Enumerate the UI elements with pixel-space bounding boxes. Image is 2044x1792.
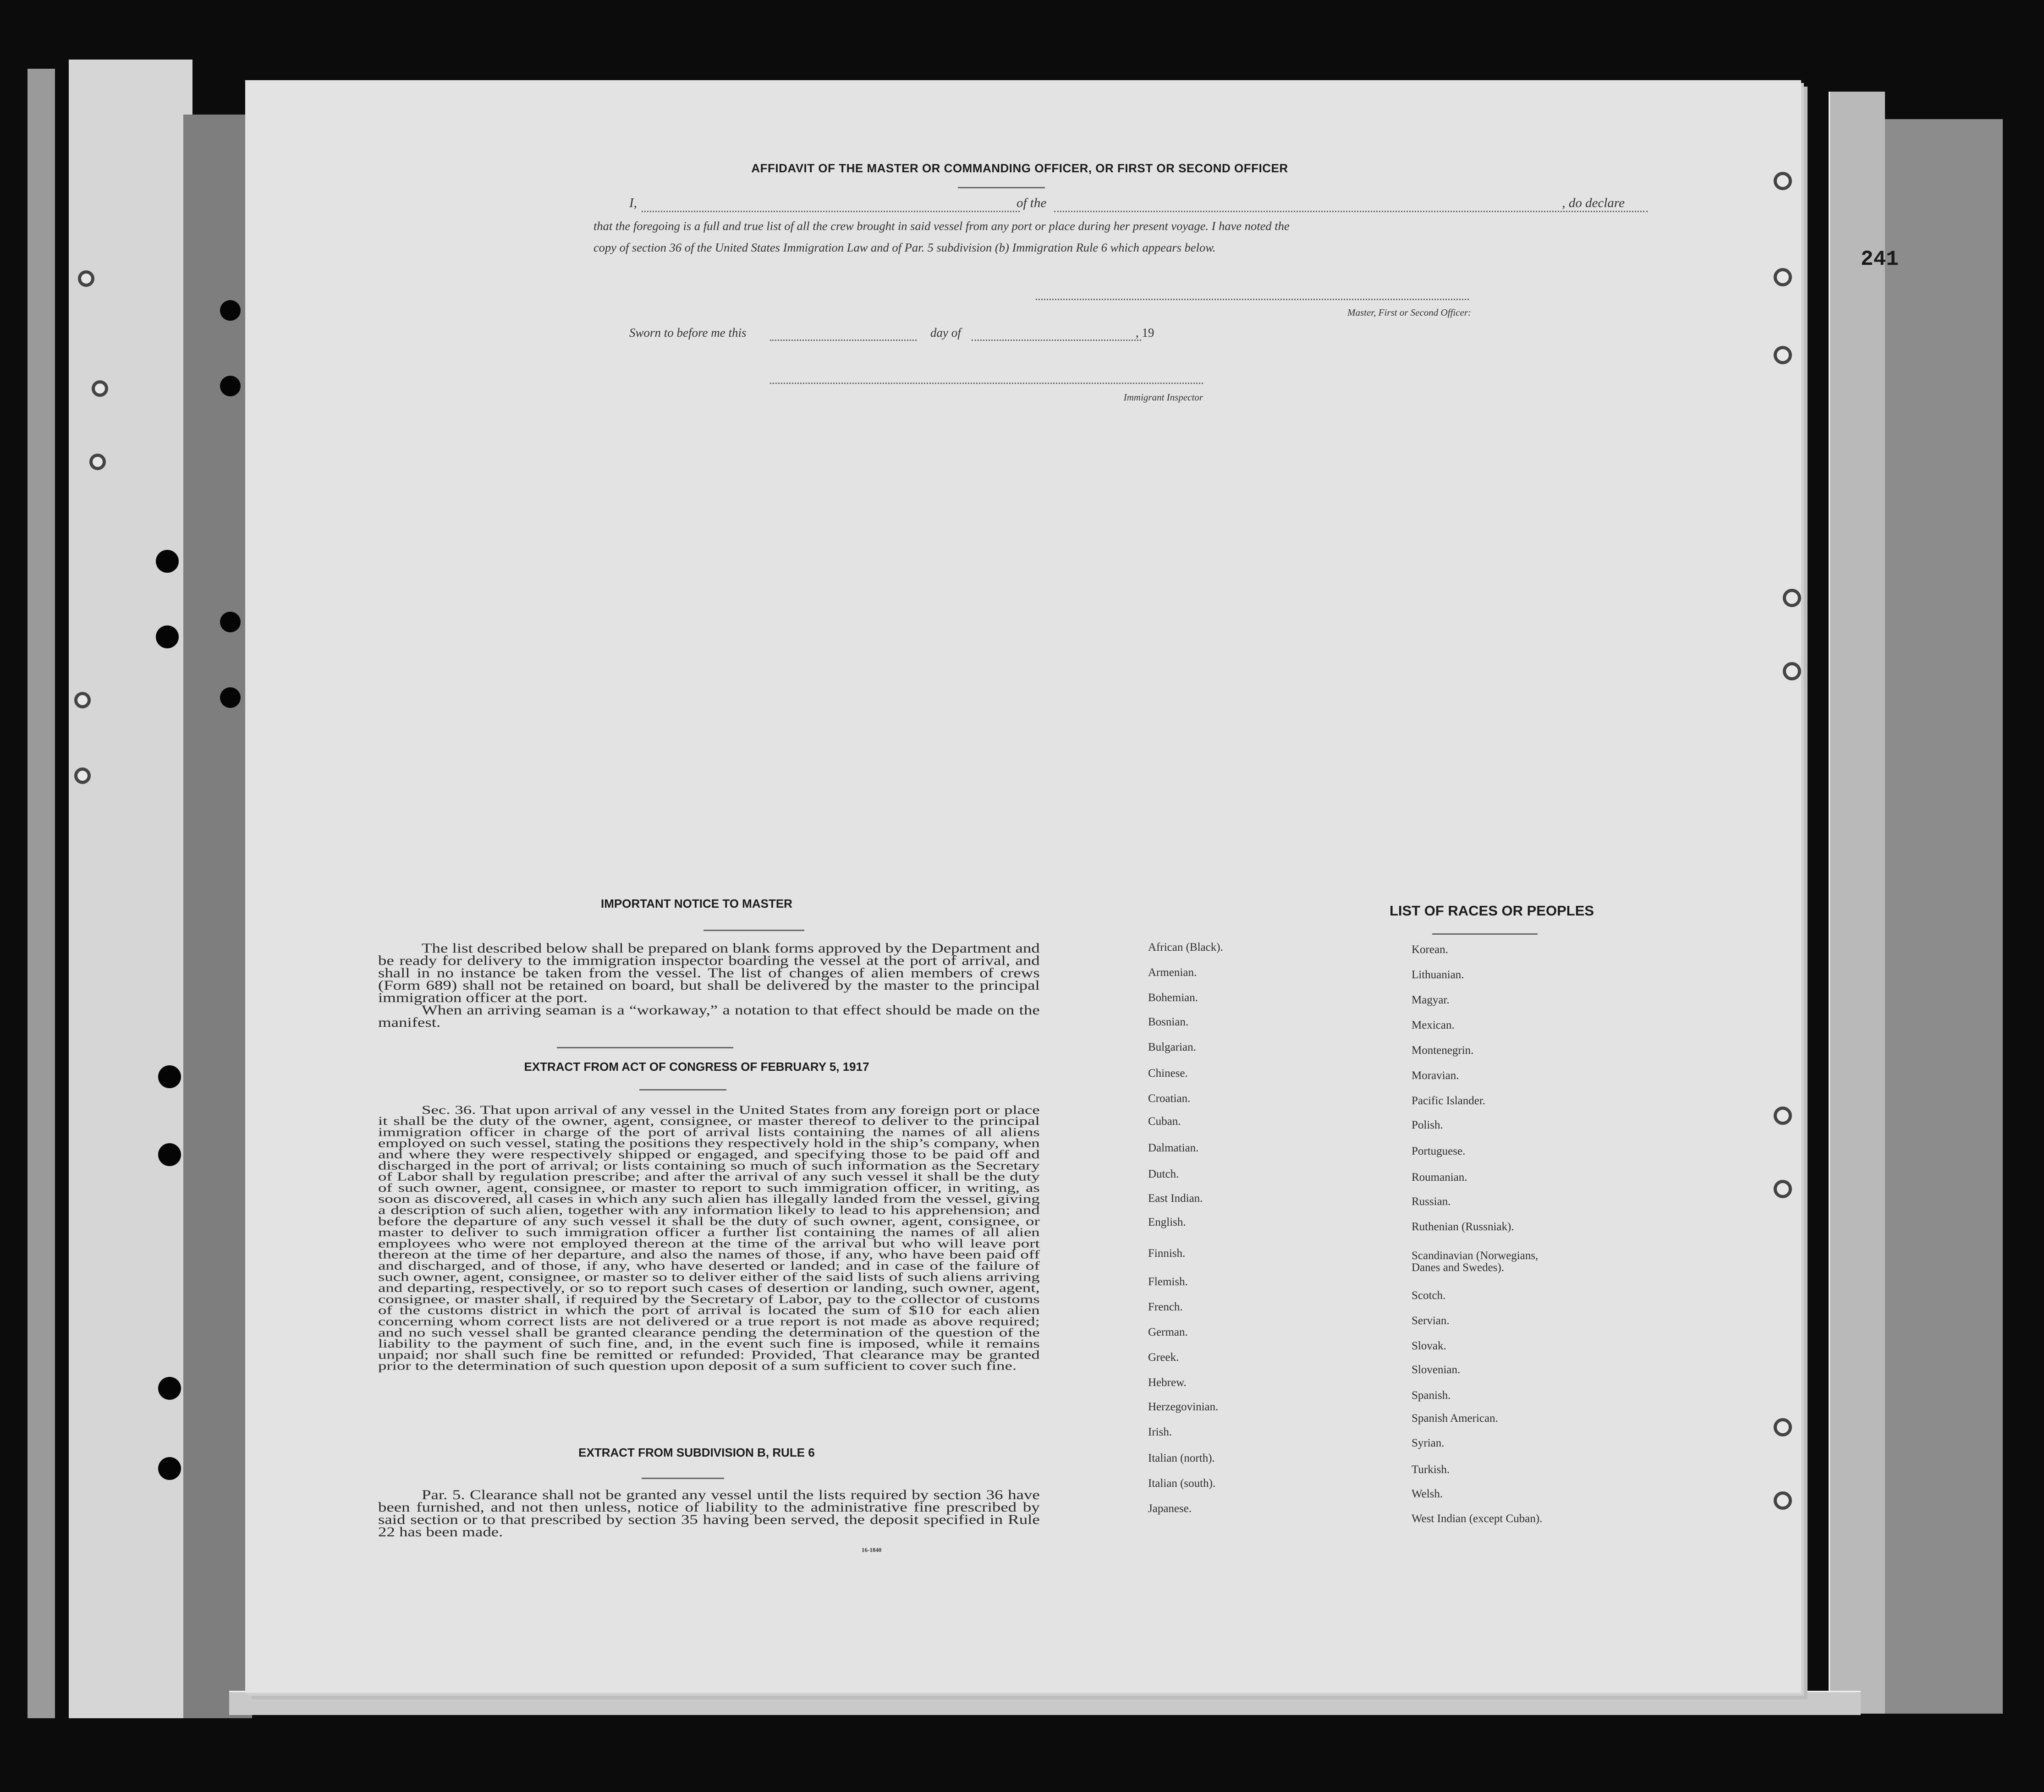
race-item: Irish.: [1148, 1426, 1172, 1438]
binder-hole-icon: [158, 1143, 181, 1166]
notice-paragraph-1: The list described below shall be prepared on blank forms approved by the Department and be ready for delivery to the immigration inspector boarding the vessel at the port of arrival, and shall in no instance be taken from the vessel. The list of changes of alien members of crews (Form 689) shall not be retained on board, but shall be delivered by the master to the principal immigration officer at the port.: [378, 941, 1040, 1005]
race-item: West Indian (except Cuban).: [1412, 1513, 1543, 1525]
notice-rule: [703, 930, 804, 931]
page-stack-bottom: [229, 1691, 1861, 1715]
act-title-rule: [639, 1089, 726, 1091]
race-item: Ruthenian (Russniak).: [1412, 1221, 1514, 1233]
day-of-label: day of: [930, 326, 961, 340]
declarant-name-field[interactable]: [642, 211, 1020, 212]
rule-title-rule: [642, 1478, 724, 1479]
race-item: Greek.: [1148, 1351, 1179, 1364]
race-item: Croatian.: [1148, 1092, 1191, 1105]
sworn-label: Sworn to before me this: [629, 326, 747, 340]
binder-hole-icon: [1774, 1180, 1792, 1198]
race-item: Turkish.: [1412, 1463, 1450, 1476]
binder-hole-icon: [156, 550, 179, 573]
race-item: Roumanian.: [1412, 1171, 1467, 1184]
binder-hole-icon: [1774, 1418, 1792, 1436]
binder-hole-icon: [1774, 346, 1792, 364]
binder-hole-icon: [89, 454, 106, 470]
stamp-number: 241: [1861, 247, 1899, 271]
title-rule: [958, 187, 1045, 188]
binder-hole-icon: [158, 1377, 181, 1400]
declaration-line-2: that the foregoing is a full and true list of all the crew brought in said vessel from any port or place during her present voyage. I have noted the: [593, 219, 1290, 233]
section-36-text: Sec. 36. That upon arrival of any vessel in the United States from any foreign port or place it shall be the duty of the owner, agent, consignee, or master thereof to deliver to the principal immigration officer in charge of the port of arrival lists containing the names of all aliens employed on such vessel, stating the positions they respectively hold in the ship’s company, when and where they were respectively shipped or engaged, and specifying those to be paid off and discharged in the port of arrival; or lists containing so much of such information as the Secretary of Labor shall by regulation prescribe; and after the arrival of any such vessel it shall be the duty of such owner, agent, consignee, or master to report to such immigration officer, in writing, as soon as discovered, all cases in which any such alien has illegally landed from the vessel, giving a description of such alien, together with any information likely to lead to his apprehension; and before the departure of any such vessel it shall be the duty of such owner, agent, consignee, or master to deliver to such immigration officer a further list containing the names of all alien employees who were not employed thereon at the time of the arrival but who will leave port thereon at the time of her departure, and also the names of those, if any, who have been paid off and discharged, and of those, if any, who have deserted or landed; and in case of the failure of such owner, agent, consignee, or master so to deliver either of the said lists of such aliens arriving and departing, respectively, or so to report such cases of desertion or landing, such owner, agent, consignee, or master shall, if required by the Secretary of Labor, pay to the collector of customs of the customs district in which the port of arrival is located the sum of $10 for each alien concerning whom correct lists are not delivered or a true report is not made as above required; and no such vessel shall be granted clearance pending the determination of the question of the liability to the payment of such fine, and, in the event such fine is imposed, while it remains unpaid; nor shall such fine be remitted or refunded: Provided, That clearance may be granted prior to the determination of such question upon deposit of a sum sufficient to cover such fine.: [378, 1103, 1040, 1373]
affidavit-title: AFFIDAVIT OF THE MASTER OR COMMANDING OFFICER, OR FIRST OR SECOND OFFICER: [751, 161, 1288, 175]
race-item: Welsh.: [1412, 1488, 1443, 1500]
binder-hole-icon: [1774, 172, 1792, 190]
binder-hole-icon: [220, 687, 241, 708]
form-number: 16-1840: [862, 1546, 882, 1553]
sworn-day-field[interactable]: [770, 340, 917, 341]
race-item: Bosnian.: [1148, 1016, 1189, 1028]
binder-hole-icon: [1783, 662, 1801, 680]
binder-hole-icon: [78, 270, 94, 287]
sworn-month-field[interactable]: [972, 340, 1141, 341]
race-item: Chinese.: [1148, 1067, 1188, 1080]
binder-hole-icon: [156, 625, 179, 648]
manifest-page: [245, 80, 1801, 1693]
race-item: Magyar.: [1412, 994, 1450, 1006]
declaration-line-3: copy of section 36 of the United States Immigration Law and of Par. 5 subdivision (b) Immigration Rule 6 which appears below.: [593, 241, 1216, 254]
race-item: Hebrew.: [1148, 1376, 1187, 1389]
race-item: Lithuanian.: [1412, 969, 1464, 981]
binder-hole-icon: [220, 612, 241, 632]
race-item: English.: [1148, 1216, 1186, 1228]
vessel-name-field[interactable]: [1054, 211, 1648, 212]
race-item: Herzegovinian.: [1148, 1401, 1219, 1413]
race-item: Bohemian.: [1148, 992, 1198, 1004]
race-item: Dalmatian.: [1148, 1142, 1199, 1154]
year-label: , 19: [1136, 326, 1154, 340]
race-item: African (Black).: [1148, 941, 1223, 954]
section-rule: [557, 1047, 733, 1048]
par-5-text: Par. 5. Clearance shall not be granted any vessel until the lists required by section 36 have been furnished, and not then unless, notice of liability to the administrative fine prescribed by said section or to that prescribed by section 35 having been served, the deposit specified in Rule 22 has been made.: [378, 1488, 1040, 1540]
binder-hole-icon: [1774, 268, 1792, 286]
binder-shadow: [183, 115, 252, 1718]
race-item: Spanish.: [1412, 1389, 1451, 1402]
race-item: Korean.: [1412, 943, 1448, 956]
race-item: East Indian.: [1148, 1192, 1203, 1205]
master-signature-line[interactable]: [1036, 299, 1469, 300]
act-extract-title: EXTRACT FROM ACT OF CONGRESS OF FEBRUARY 5, 1917: [524, 1060, 869, 1074]
binder-edge: [27, 69, 55, 1718]
master-signature-label: Master, First or Second Officer:: [1347, 307, 1471, 318]
binder-hole-icon: [1783, 589, 1801, 607]
race-item: Pacific Islander.: [1412, 1095, 1486, 1107]
race-item: Italian (north).: [1148, 1452, 1215, 1464]
binder-hole-icon: [220, 376, 241, 396]
race-item: Montenegrin.: [1412, 1044, 1474, 1057]
race-item: Mexican.: [1412, 1019, 1455, 1031]
race-item: Bulgarian.: [1148, 1041, 1196, 1053]
race-item: Japanese.: [1148, 1502, 1192, 1515]
inspector-signature-label: Immigrant Inspector: [1123, 392, 1203, 403]
binder-hole-icon: [92, 380, 108, 397]
rule-extract-title: EXTRACT FROM SUBDIVISION B, RULE 6: [578, 1446, 815, 1459]
vessel-prefix: of the: [1017, 196, 1047, 210]
rule-extract-body: [378, 1489, 1040, 1539]
declarant-prefix: I,: [629, 196, 637, 210]
race-item: Slovak.: [1412, 1340, 1446, 1352]
race-item: Moravian.: [1412, 1069, 1459, 1082]
inspector-signature-line[interactable]: [770, 383, 1203, 384]
notice-title: IMPORTANT NOTICE TO MASTER: [601, 897, 792, 910]
race-item: Russian.: [1412, 1195, 1451, 1208]
binder-hole-icon: [1774, 1107, 1792, 1125]
race-item: Servian.: [1412, 1315, 1450, 1327]
race-item: Syrian.: [1412, 1437, 1445, 1449]
race-item: Polish.: [1412, 1119, 1443, 1131]
race-item: Portuguese.: [1412, 1145, 1466, 1157]
binder-hole-icon: [158, 1065, 181, 1088]
race-item: Finnish.: [1148, 1247, 1186, 1260]
race-item: Spanish American.: [1412, 1412, 1498, 1425]
notice-body: [378, 943, 1040, 1029]
page-stack-edge: [1829, 92, 1885, 1714]
binder-hole-icon: [220, 300, 241, 321]
notice-paragraph-2: When an arriving seaman is a “workaway,” a notation to that effect should be made on the manifest.: [378, 1003, 1040, 1030]
races-title-rule: [1432, 933, 1538, 935]
race-item: Slovenian.: [1412, 1364, 1461, 1376]
race-item: Scandinavian (Norwegians, Danes and Swedes).: [1412, 1249, 1538, 1274]
act-extract-body: [378, 1105, 1040, 1372]
race-item: Armenian.: [1148, 966, 1197, 979]
race-item: French.: [1148, 1301, 1183, 1313]
race-item: Dutch.: [1148, 1168, 1179, 1180]
races-title: LIST OF RACES OR PEOPLES: [1389, 903, 1594, 919]
binder-hole-icon: [74, 692, 91, 708]
binder-hole-icon: [74, 767, 91, 784]
race-item: Cuban.: [1148, 1115, 1181, 1128]
race-item: Scotch.: [1412, 1289, 1446, 1302]
race-item: German.: [1148, 1326, 1188, 1338]
race-item: Flemish.: [1148, 1276, 1188, 1288]
declare-text: , do declare: [1562, 196, 1625, 210]
binder-hole-icon: [1774, 1491, 1792, 1510]
binder-hole-icon: [158, 1457, 181, 1480]
race-item: Italian (south).: [1148, 1477, 1216, 1490]
